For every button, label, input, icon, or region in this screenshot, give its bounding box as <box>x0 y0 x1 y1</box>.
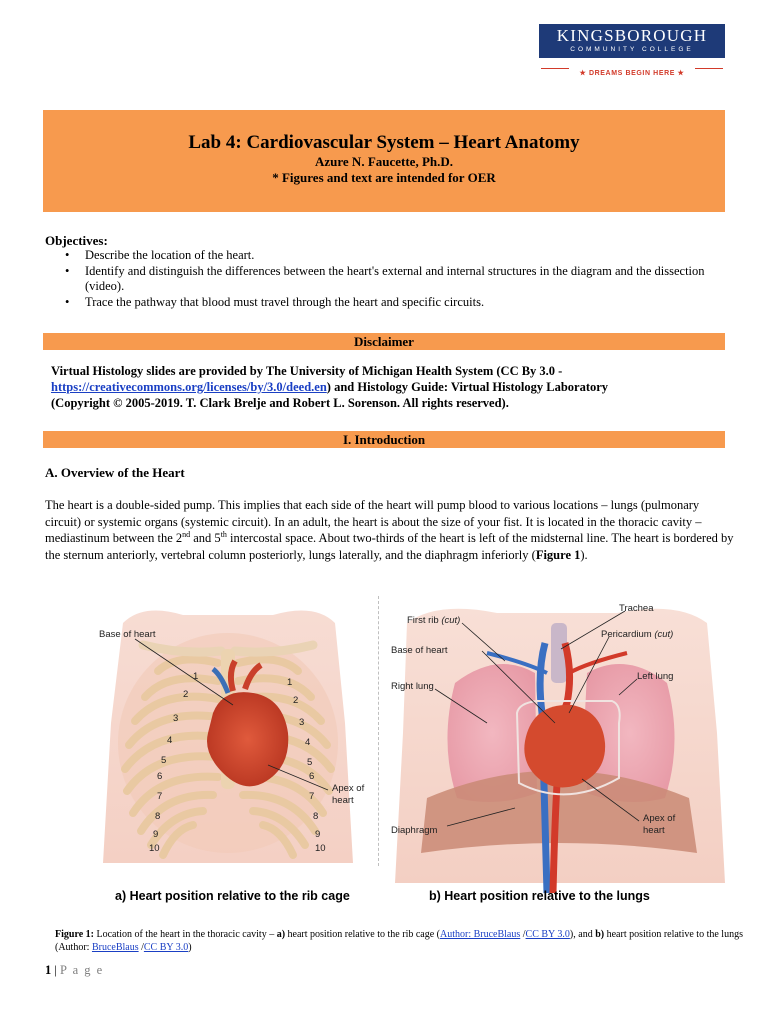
svg-text:4: 4 <box>305 737 311 748</box>
figure-lungs <box>387 593 730 911</box>
svg-text:7: 7 <box>309 791 315 802</box>
title-banner <box>43 110 725 212</box>
tagline-rule-right <box>695 68 723 69</box>
svg-text:5: 5 <box>161 755 167 766</box>
svg-text:1: 1 <box>193 671 199 682</box>
disclaimer-text: Virtual Histology slides are provided by The University of Michigan Health System (CC By 3.0 - https://creativecommons.org/licenses/by/3.0/deed.en) and Histology Guide: Virtual Histology Laboratory (Copyright © 2005-2019. T. Clark Brelje and Robert L. Sorenson. All rights reserved). <box>51 364 609 410</box>
figure-rib-cage <box>83 593 373 911</box>
tagline-rule-left <box>541 68 569 69</box>
label-base-of-heart: Base of heart <box>391 645 448 656</box>
author-link-1[interactable]: Author: BruceBlaus <box>440 929 521 940</box>
logo-subtitle: COMMUNITY COLLEGE <box>570 46 694 53</box>
svg-text:6: 6 <box>309 771 315 782</box>
document-title: Lab 4: Cardiovascular System – Heart Anatomy <box>188 132 580 153</box>
label-right-lung: Right lung <box>391 681 434 692</box>
label-left-lung: Left lung <box>637 671 674 682</box>
label-apex-line2: heart <box>332 795 354 806</box>
svg-text:4: 4 <box>167 735 173 746</box>
college-logo <box>539 24 725 78</box>
caption-lungs: b) Heart position relative to the lungs <box>429 889 650 903</box>
label-trachea: Trachea <box>619 603 654 614</box>
svg-text:2: 2 <box>293 695 299 706</box>
list-item: • Identify and distinguish the differences between the heart's external and internal structures in the diagram and the dissection (video). <box>65 264 705 293</box>
author: Azure N. Faucette, Ph.D. <box>314 154 454 169</box>
svg-text:1: 1 <box>287 677 293 688</box>
bullet-icon: • <box>65 248 70 262</box>
svg-text:9: 9 <box>315 829 321 840</box>
objectives-heading: Objectives: <box>45 233 108 248</box>
license-link-2[interactable]: CC BY 3.0 <box>143 942 189 953</box>
license-link-1[interactable]: CC BY 3.0 <box>525 929 570 940</box>
svg-text:8: 8 <box>313 811 319 822</box>
objectives-section <box>45 233 735 311</box>
logo-name: KINGSBOROUGH <box>556 26 708 45</box>
svg-text:7: 7 <box>157 791 163 802</box>
disclaimer-heading: Disclaimer <box>43 333 725 350</box>
svg-text:9: 9 <box>153 829 159 840</box>
objectives-list <box>45 248 735 310</box>
list-item: • Describe the location of the heart. <box>65 248 255 262</box>
label-first-rib: First rib (cut) <box>407 615 461 626</box>
svg-text:5: 5 <box>307 757 313 768</box>
svg-text:8: 8 <box>155 811 161 822</box>
list-item: • Trace the pathway that blood must travel through the heart and specific circuits. <box>65 295 485 309</box>
svg-text:10: 10 <box>149 843 160 854</box>
overview-paragraph: The heart is a double-sided pump. This implies that each side of the heart will pump blood to various locations – lungs (pulmonary circuit) or systemic organs (systemic circuit). In an adult, the heart is about the size of your fist. It is located in the thoracic cavity – mediastinum between the 2nd and 5th intercostal space. About two-thirds of the heart is left of the midsternal line. The heart is bordered by the sternum anteriorly, vertebral column posteriorly, lungs laterally, and the diaphragm inferiorly (Figure 1). <box>45 498 734 562</box>
label-base-of-heart: Base of heart <box>99 629 156 640</box>
tagline-text: ★ DREAMS BEGIN HERE ★ <box>579 70 685 77</box>
introduction-heading: I. Introduction <box>43 431 725 448</box>
label-apex-line2: heart <box>643 825 665 836</box>
author-link-2[interactable]: BruceBlaus <box>91 942 139 953</box>
oer-note: * Figures and text are intended for OER <box>272 170 496 185</box>
page-number: 1 | P a g e <box>45 963 104 977</box>
label-diaphragm: Diaphragm <box>391 825 438 836</box>
svg-text:10: 10 <box>315 843 326 854</box>
label-apex-line1: Apex of <box>332 783 365 794</box>
svg-text:6: 6 <box>157 771 163 782</box>
svg-text:3: 3 <box>299 717 305 728</box>
figure-1-caption: Figure 1: Location of the heart in the thoracic cavity – a) heart position relative to the rib cage (Author: BruceBlaus /CC BY 3.0), and b) heart position relative to the lungs (Author: BruceBlaus /CC BY 3.0) <box>55 929 743 953</box>
label-pericardium: Pericardium (cut) <box>601 629 674 640</box>
cc-license-link[interactable]: https://creativecommons.org/licenses/by/3.0/deed.en <box>51 380 327 394</box>
bullet-icon: • <box>65 264 70 278</box>
label-apex-line1: Apex of <box>643 813 676 824</box>
caption-rib-cage: a) Heart position relative to the rib cage <box>115 889 350 903</box>
bullet-icon: • <box>65 295 70 309</box>
svg-text:3: 3 <box>173 713 179 724</box>
figure-divider <box>378 596 379 866</box>
overview-subheading: A. Overview of the Heart <box>45 465 185 480</box>
logo-banner <box>539 24 725 58</box>
svg-text:2: 2 <box>183 689 189 700</box>
logo-tagline <box>539 62 725 76</box>
